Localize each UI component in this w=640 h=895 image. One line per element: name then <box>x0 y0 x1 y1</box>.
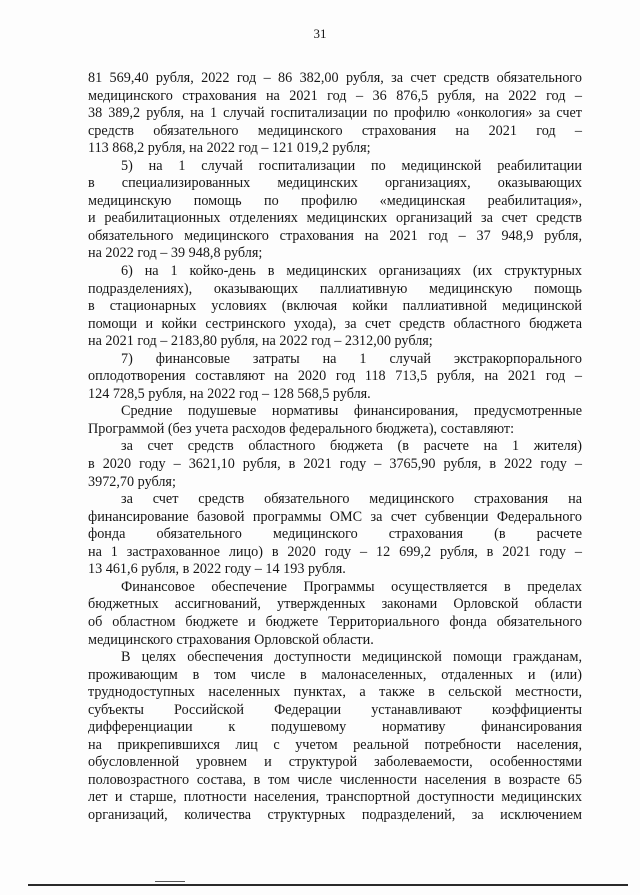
text-line: за счет средств областного бюджета (в расчете на 1 жителя) <box>121 438 582 455</box>
text-line: на 2022 год – 39 948,8 рубля; <box>88 245 263 262</box>
text-line: бюджетных ассигнований, утвержденных законами Орловской области <box>88 596 582 613</box>
body-text <box>88 70 582 825</box>
footer-rule <box>28 884 628 886</box>
footer-mark <box>155 881 185 882</box>
text-line: об областном бюджете и бюджете Территориального фонда обязательного <box>88 613 582 630</box>
page-number: 31 <box>313 26 327 41</box>
text-line: в специализированных медицинских организациях, оказывающих <box>88 175 582 192</box>
text-line: оплодотворения составляют на 2020 год 118 713,5 рубля, на 2021 год – <box>88 368 582 385</box>
text-line: помощи и койки сестринского ухода), за счет средств областного бюджета <box>88 315 582 332</box>
text-line: обусловленной уровнем и структурой заболеваемости, особенностями <box>88 754 582 771</box>
text-line: в 2020 году – 3621,10 рубля, в 2021 году – 3765,90 рубля, в 2022 году – <box>88 456 582 473</box>
text-line: за счет средств обязательного медицинского страхования на <box>121 491 582 508</box>
text-line: 5) на 1 случай госпитализации по медицинской реабилитации <box>121 157 582 174</box>
text-line: половозрастного состава, в том числе численности населения в возрасте 65 <box>88 771 582 788</box>
text-line: лет и старше, плотности населения, транспортной доступности медицинских <box>88 789 582 806</box>
text-line: средств обязательного медицинского страхования на 2021 год – <box>88 122 582 139</box>
text-line: обязательного медицинского страхования на 2021 год – 37 948,9 рубля, <box>88 227 582 244</box>
text-line: подразделениях), оказывающих паллиативную медицинскую помощь <box>88 280 582 297</box>
text-line: организаций, количества структурных подразделений, за исключением <box>88 806 582 823</box>
text-line: 124 728,5 рубля, на 2022 год – 128 568,5 рубля. <box>88 385 371 402</box>
text-line: дифференциации к подушевому нормативу финансирования <box>88 719 582 736</box>
text-line: Программой (без учета расходов федерального бюджета), составляют: <box>88 420 515 437</box>
text-line: труднодоступных населенных пунктах, а также в сельской местности, <box>88 684 582 701</box>
text-line: медицинского страхования Орловской области. <box>88 631 374 648</box>
text-line: медицинскую помощь по профилю «медицинская реабилитация», <box>88 192 582 209</box>
text-line: В целях обеспечения доступности медицинской помощи гражданам, <box>121 649 582 666</box>
text-line: на прикрепившихся лиц с учетом реальной потребности населения, <box>88 736 582 753</box>
text-line: на 1 застрахованное лицо) в 2020 году – 12 699,2 рубля, в 2021 году – <box>88 543 582 560</box>
text-line: Финансовое обеспечение Программы осуществляется в пределах <box>121 578 582 595</box>
text-line: 81 569,40 рубля, 2022 год – 86 382,00 рубля, за счет средств обязательного <box>88 70 582 86</box>
text-line: в стационарных условиях (включая койки паллиативной медицинской <box>88 298 582 315</box>
text-line: субъекты Российской Федерации устанавливают коэффициенты <box>88 701 582 718</box>
text-line: 38 389,2 рубля, на 1 случай госпитализации по профилю «онкология» за счет <box>88 105 582 122</box>
text-line: фонда обязательного медицинского страхования (в расчете <box>88 526 582 543</box>
text-line: Средние подушевые нормативы финансирования, предусмотренные <box>121 403 582 420</box>
text-line: проживающим в том числе в малонаселенных, отдаленных и (или) <box>88 666 582 683</box>
text-line: на 2021 год – 2183,80 рубля, на 2022 год – 2312,00 рубля; <box>88 333 433 350</box>
text-line: 6) на 1 койко-день в медицинских организациях (их структурных <box>121 263 582 280</box>
text-line: 13 461,6 рубля, в 2022 году – 14 193 рубля. <box>88 561 346 578</box>
text-line: медицинского страхования на 2021 год – 36 876,5 рубля, на 2022 год – <box>88 87 582 104</box>
text-line: и реабилитационных отделениях медицинских организаций за счет средств <box>88 210 582 227</box>
text-line: финансирование базовой программы ОМС за счет субвенции Федерального <box>88 508 582 525</box>
text-line: 7) финансовые затраты на 1 случай экстракорпорального <box>121 350 582 367</box>
text-line: 113 868,2 рубля, на 2022 год – 121 019,2 рубля; <box>88 140 371 157</box>
text-line: 3972,70 рубля; <box>88 473 176 490</box>
